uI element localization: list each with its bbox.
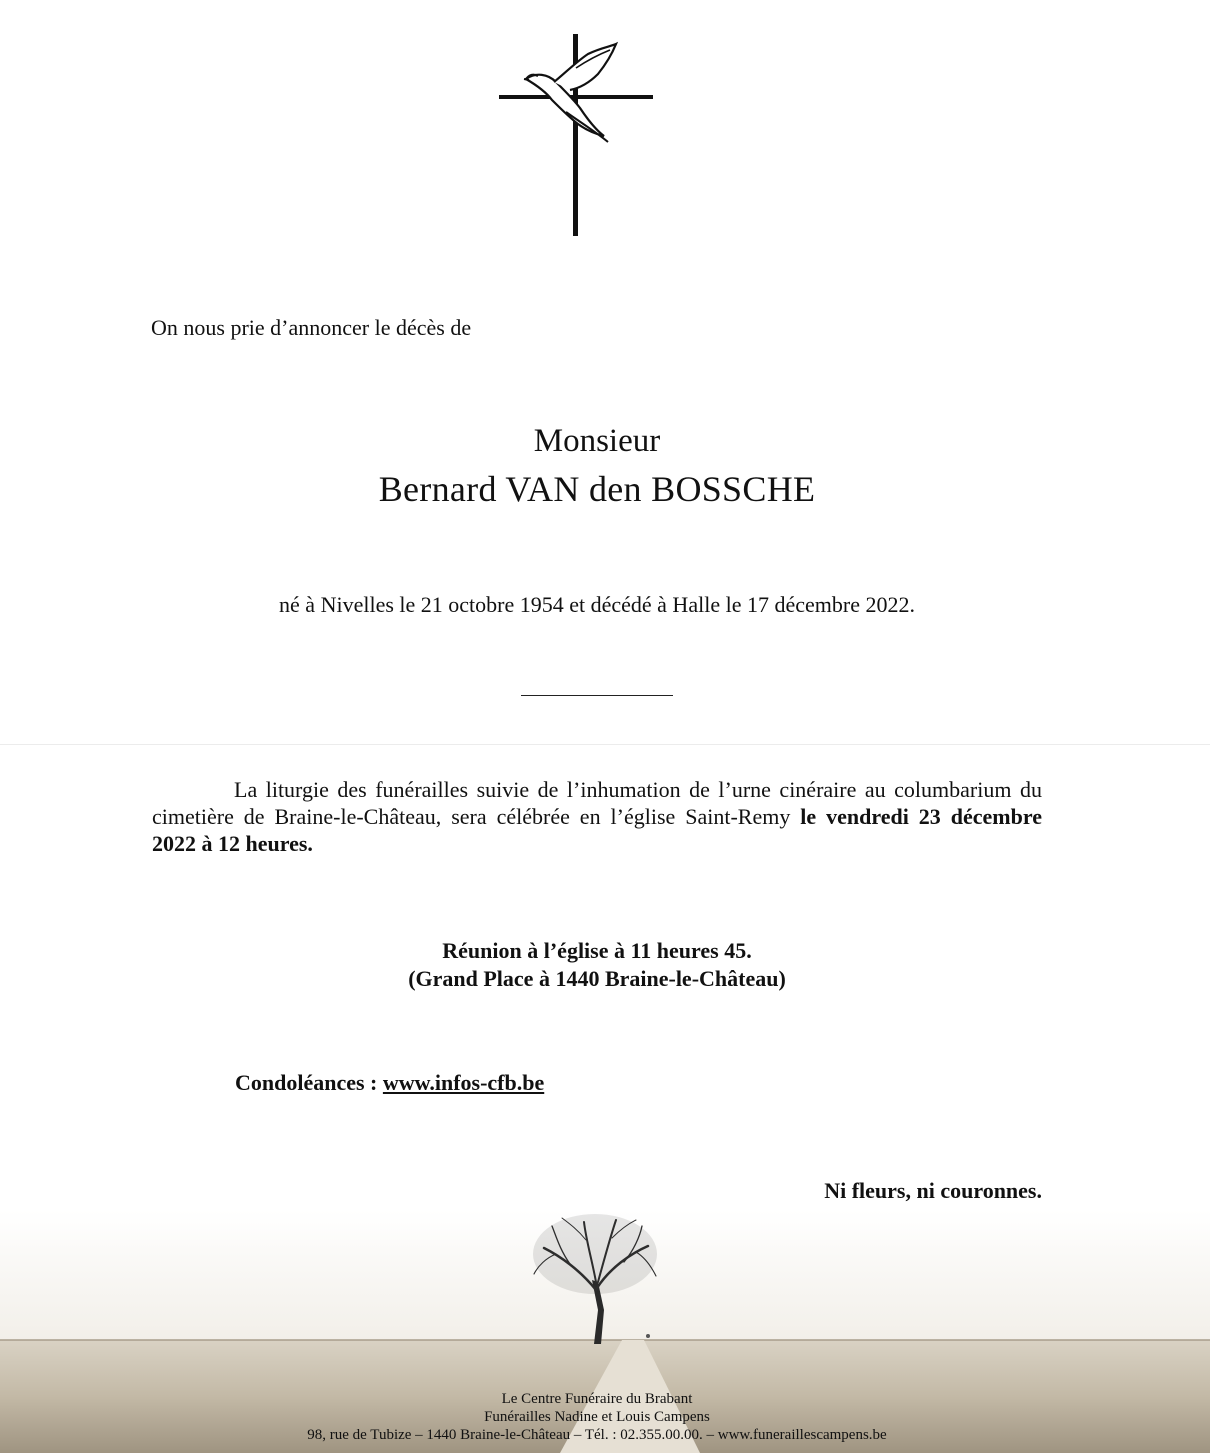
honorific: Monsieur (533, 423, 661, 459)
funeral-home-footer (0, 1390, 1194, 1444)
meeting-location: (Grand Place à 1440 Braine-le-Château) (408, 966, 786, 991)
fold-line (0, 744, 1210, 745)
footer-line-3: 98, rue de Tubize – 1440 Braine-le-Château – Tél. : 02.355.00.00. – www.funeraillescampens.be (307, 1427, 887, 1443)
meeting-time: Réunion à l’église à 11 heures 45. (442, 938, 752, 963)
footer-line-2: Funérailles Nadine et Louis Campens (484, 1409, 710, 1425)
condolences-label: Condoléances : (235, 1070, 383, 1095)
deceased-name: Bernard VAN den BOSSCHE (378, 469, 816, 509)
divider (521, 695, 673, 696)
footer-line-1: Le Centre Funéraire du Brabant (501, 1391, 693, 1407)
cross-with-dove-icon (496, 34, 656, 236)
flowers-note: Ni fleurs, ni couronnes. (824, 1178, 1042, 1203)
liturgy-date: le vendredi 23 décembre 2022 à 12 heures. (152, 804, 1042, 856)
meeting-info (0, 937, 1194, 993)
liturgy-paragraph (152, 776, 1042, 857)
condolences (235, 1070, 544, 1096)
birth-death-dates: né à Nivelles le 21 octobre 1954 et décédé à Halle le 17 décembre 2022. (279, 592, 915, 617)
condolences-link[interactable]: www.infos-cfb.be (382, 1070, 545, 1095)
announcement-intro: On nous prie d’annoncer le décès de (151, 315, 472, 340)
liturgy-text: La liturgie des funérailles suivie de l’inhumation de l’urne cinéraire au columbarium du cimetière de Braine-le-Château, sera célébrée en l’église Saint-Remy (152, 777, 1042, 829)
